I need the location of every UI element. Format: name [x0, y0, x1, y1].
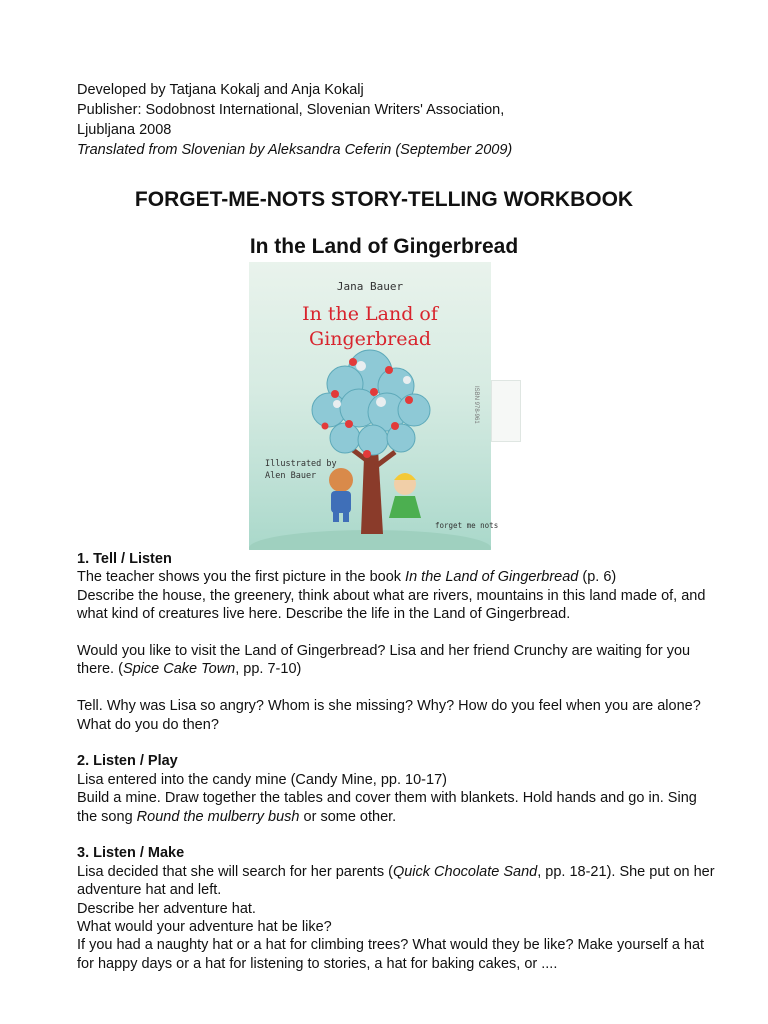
cover-title	[249, 302, 491, 352]
cover-title-line1: In the Land of	[302, 303, 438, 325]
cover-author: Jana Bauer	[336, 280, 404, 293]
section-3-text-end: , pp. 18-21). She put on her adventure hat and left.	[77, 863, 715, 899]
section-1-paragraph-3	[77, 642, 717, 679]
chapter-title-reference: Spice Cake Town	[122, 661, 236, 678]
credits-block	[77, 80, 512, 160]
section-2-paragraph-1: Lisa entered into the candy mine (Candy Mine, pp. 10-17)	[77, 771, 447, 788]
section-3-paragraph-4: If you had a naughty hat or a hat for climbing trees? What would they be like? Make yourself a hat for happy days or a hat for listening to stories, a hat for baking cakes, or ....	[77, 937, 705, 972]
song-title-reference: Round the mulberry bush	[136, 808, 300, 825]
section-3-paragraph-1	[77, 863, 717, 900]
section-1-page-ref: , pp. 7-10)	[235, 661, 302, 678]
book-cover-image	[249, 262, 519, 550]
section-1-paragraph-2: Describe the house, the greenery, think about what are rivers, mountains in this land made of, and what kind of creatures live here. Describe the life in the Land of Gingerbread.	[77, 587, 706, 623]
chapter-title-reference: Quick Chocolate Sand	[392, 863, 538, 880]
cover-isbn-code: ISBN 978-961	[473, 386, 479, 424]
credits-developed-by: Developed by Tatjana Kokalj and Anja Kokalj	[77, 82, 364, 98]
cover-illustrator	[265, 458, 337, 482]
workbook-title: FORGET-ME-NOTS STORY-TELLING WORKBOOK	[134, 188, 634, 211]
book-title: In the Land of Gingerbread	[249, 235, 519, 258]
section-1-page-ref: (p. 6)	[578, 569, 617, 586]
section-1-heading: 1. Tell / Listen	[77, 551, 172, 567]
cover-illustrated-by: Illustrated by	[265, 459, 337, 469]
credits-place-year: Ljubljana 2008	[77, 122, 172, 138]
section-1-paragraph-4: Tell. Why was Lisa so angry? Whom is she missing? Why? How do you feel when you are alone? What do you do then?	[77, 698, 701, 733]
section-2-text: Build a mine. Draw together the tables and cover them with blankets. Hold hands and go in. Sing the song	[77, 790, 697, 825]
credits-translator: Translated from Slovenian by Aleksandra Ceferin (September 2009)	[77, 142, 513, 158]
section-2-heading: 2. Listen / Play	[77, 753, 178, 770]
section-3-paragraph-2: Describe her adventure hat.	[77, 900, 256, 917]
section-1-text: The teacher shows you the first picture in the book	[77, 569, 406, 586]
section-3-paragraph-3: What would your adventure hat be like?	[77, 919, 332, 936]
cover-spine-tab	[491, 380, 521, 442]
section-3-heading: 3. Listen / Make	[77, 845, 185, 862]
cover-title-line2: Gingerbread	[309, 328, 431, 350]
section-3-text: Lisa decided that she will search for her parents (	[77, 863, 393, 880]
credits-publisher: Publisher: Sodobnost International, Slovenian Writers' Association,	[77, 102, 505, 118]
book-title-reference: In the Land of Gingerbread	[405, 569, 579, 586]
section-1-paragraph-1	[77, 568, 717, 586]
section-2-paragraph-2	[77, 789, 717, 826]
cover-illustrator-name: Alen Bauer	[265, 471, 317, 481]
section-1-text: Would you like to visit the Land of Gingerbread? Lisa and her friend Crunchy are waiting for you there. (	[77, 643, 691, 678]
section-2-text-end: or some other.	[299, 808, 397, 825]
workbook-body	[77, 550, 717, 973]
cover-publisher-logo: forget me nots	[435, 521, 499, 530]
